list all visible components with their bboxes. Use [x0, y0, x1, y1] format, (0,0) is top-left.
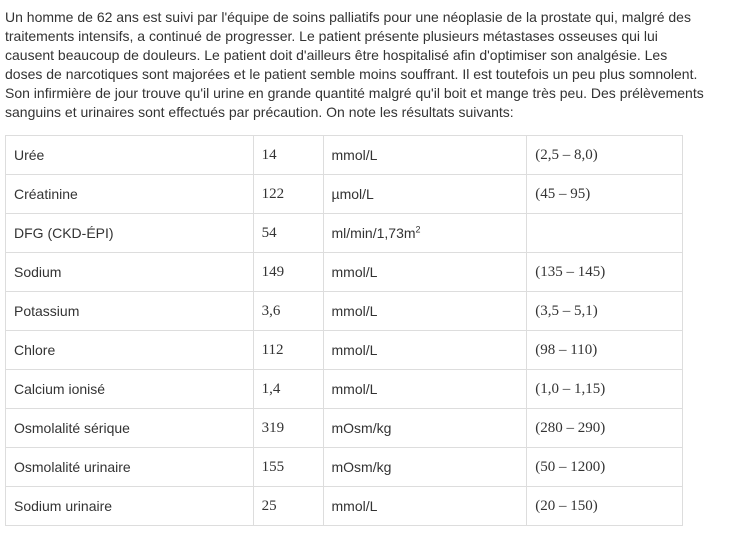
lab-test-value: 25 — [253, 487, 323, 526]
lab-test-name: Osmolalité urinaire — [6, 448, 254, 487]
lab-test-reference-range: (20 – 150) — [527, 487, 683, 526]
lab-test-unit — [323, 448, 527, 487]
lab-test-unit-text: mmol/L — [331, 303, 378, 319]
lab-test-name: Sodium — [6, 253, 254, 292]
lab-test-unit-text: mmol/L — [331, 147, 378, 163]
lab-test-reference-range: (2,5 – 8,0) — [527, 136, 683, 175]
lab-test-reference-range: (45 – 95) — [527, 175, 683, 214]
lab-test-reference-range — [527, 214, 683, 253]
lab-results-table — [5, 135, 683, 526]
lab-test-value: 3,6 — [253, 292, 323, 331]
lab-test-reference-range: (280 – 290) — [527, 409, 683, 448]
lab-test-value: 112 — [253, 331, 323, 370]
lab-test-unit — [323, 292, 527, 331]
lab-test-reference-range: (50 – 1200) — [527, 448, 683, 487]
lab-test-value: 155 — [253, 448, 323, 487]
lab-test-unit — [323, 331, 527, 370]
lab-test-unit-superscript: 2 — [415, 224, 421, 235]
table-row — [6, 136, 683, 175]
table-row — [6, 214, 683, 253]
lab-test-value: 122 — [253, 175, 323, 214]
lab-test-name: Potassium — [6, 292, 254, 331]
table-row — [6, 448, 683, 487]
lab-test-name: DFG (CKD-ÉPI) — [6, 214, 254, 253]
lab-test-reference-range: (135 – 145) — [527, 253, 683, 292]
table-row — [6, 292, 683, 331]
table-row — [6, 487, 683, 526]
lab-test-name: Chlore — [6, 331, 254, 370]
lab-test-unit-text: mmol/L — [331, 264, 378, 280]
lab-test-name: Urée — [6, 136, 254, 175]
lab-test-unit — [323, 409, 527, 448]
lab-test-unit — [323, 214, 527, 253]
lab-test-unit-text: mmol/L — [331, 381, 378, 397]
case-description: Un homme de 62 ans est suivi par l'équipe de soins palliatifs pour une néoplasie de la prostate qui, malgré des traitements intensifs, a continué de progresser. Le patient présente plusieurs métastases osseuses qui lui causent beaucoup de douleurs. Le patient doit d'ailleurs être hospitalisé afin d'optimiser son analgésie. Les doses de narcotiques sont majorées et le patient semble moins souffrant. Il est toutefois un peu plus somnolent. Son infirmière de jour trouve qu'il urine en grande quantité malgré qu'il boit et mange très peu. Des prélèvements sanguins et urinaires sont effectués par précaution. On note les résultats suivants: — [5, 9, 704, 120]
lab-test-value: 14 — [253, 136, 323, 175]
lab-test-reference-range: (3,5 – 5,1) — [527, 292, 683, 331]
lab-test-unit-text: mOsm/kg — [331, 459, 392, 475]
table-row — [6, 175, 683, 214]
lab-test-value: 149 — [253, 253, 323, 292]
lab-test-unit — [323, 370, 527, 409]
lab-test-unit-text: µmol/L — [331, 186, 374, 202]
lab-test-name: Calcium ionisé — [6, 370, 254, 409]
table-row — [6, 370, 683, 409]
lab-test-unit-text: mOsm/kg — [331, 420, 392, 436]
lab-test-reference-range: (98 – 110) — [527, 331, 683, 370]
lab-test-unit — [323, 253, 527, 292]
lab-test-name: Osmolalité sérique — [6, 409, 254, 448]
lab-test-name: Créatinine — [6, 175, 254, 214]
lab-test-unit-text: mmol/L — [331, 498, 378, 514]
lab-test-unit-text: ml/min/1,73m — [331, 225, 416, 241]
table-row — [6, 253, 683, 292]
lab-test-unit — [323, 175, 527, 214]
lab-test-name: Sodium urinaire — [6, 487, 254, 526]
lab-test-unit-text: mmol/L — [331, 342, 378, 358]
lab-test-reference-range: (1,0 – 1,15) — [527, 370, 683, 409]
lab-test-value: 1,4 — [253, 370, 323, 409]
lab-test-unit — [323, 487, 527, 526]
table-row — [6, 331, 683, 370]
table-row — [6, 409, 683, 448]
lab-results-body — [6, 136, 683, 526]
lab-test-value: 54 — [253, 214, 323, 253]
lab-test-value: 319 — [253, 409, 323, 448]
lab-test-unit — [323, 136, 527, 175]
